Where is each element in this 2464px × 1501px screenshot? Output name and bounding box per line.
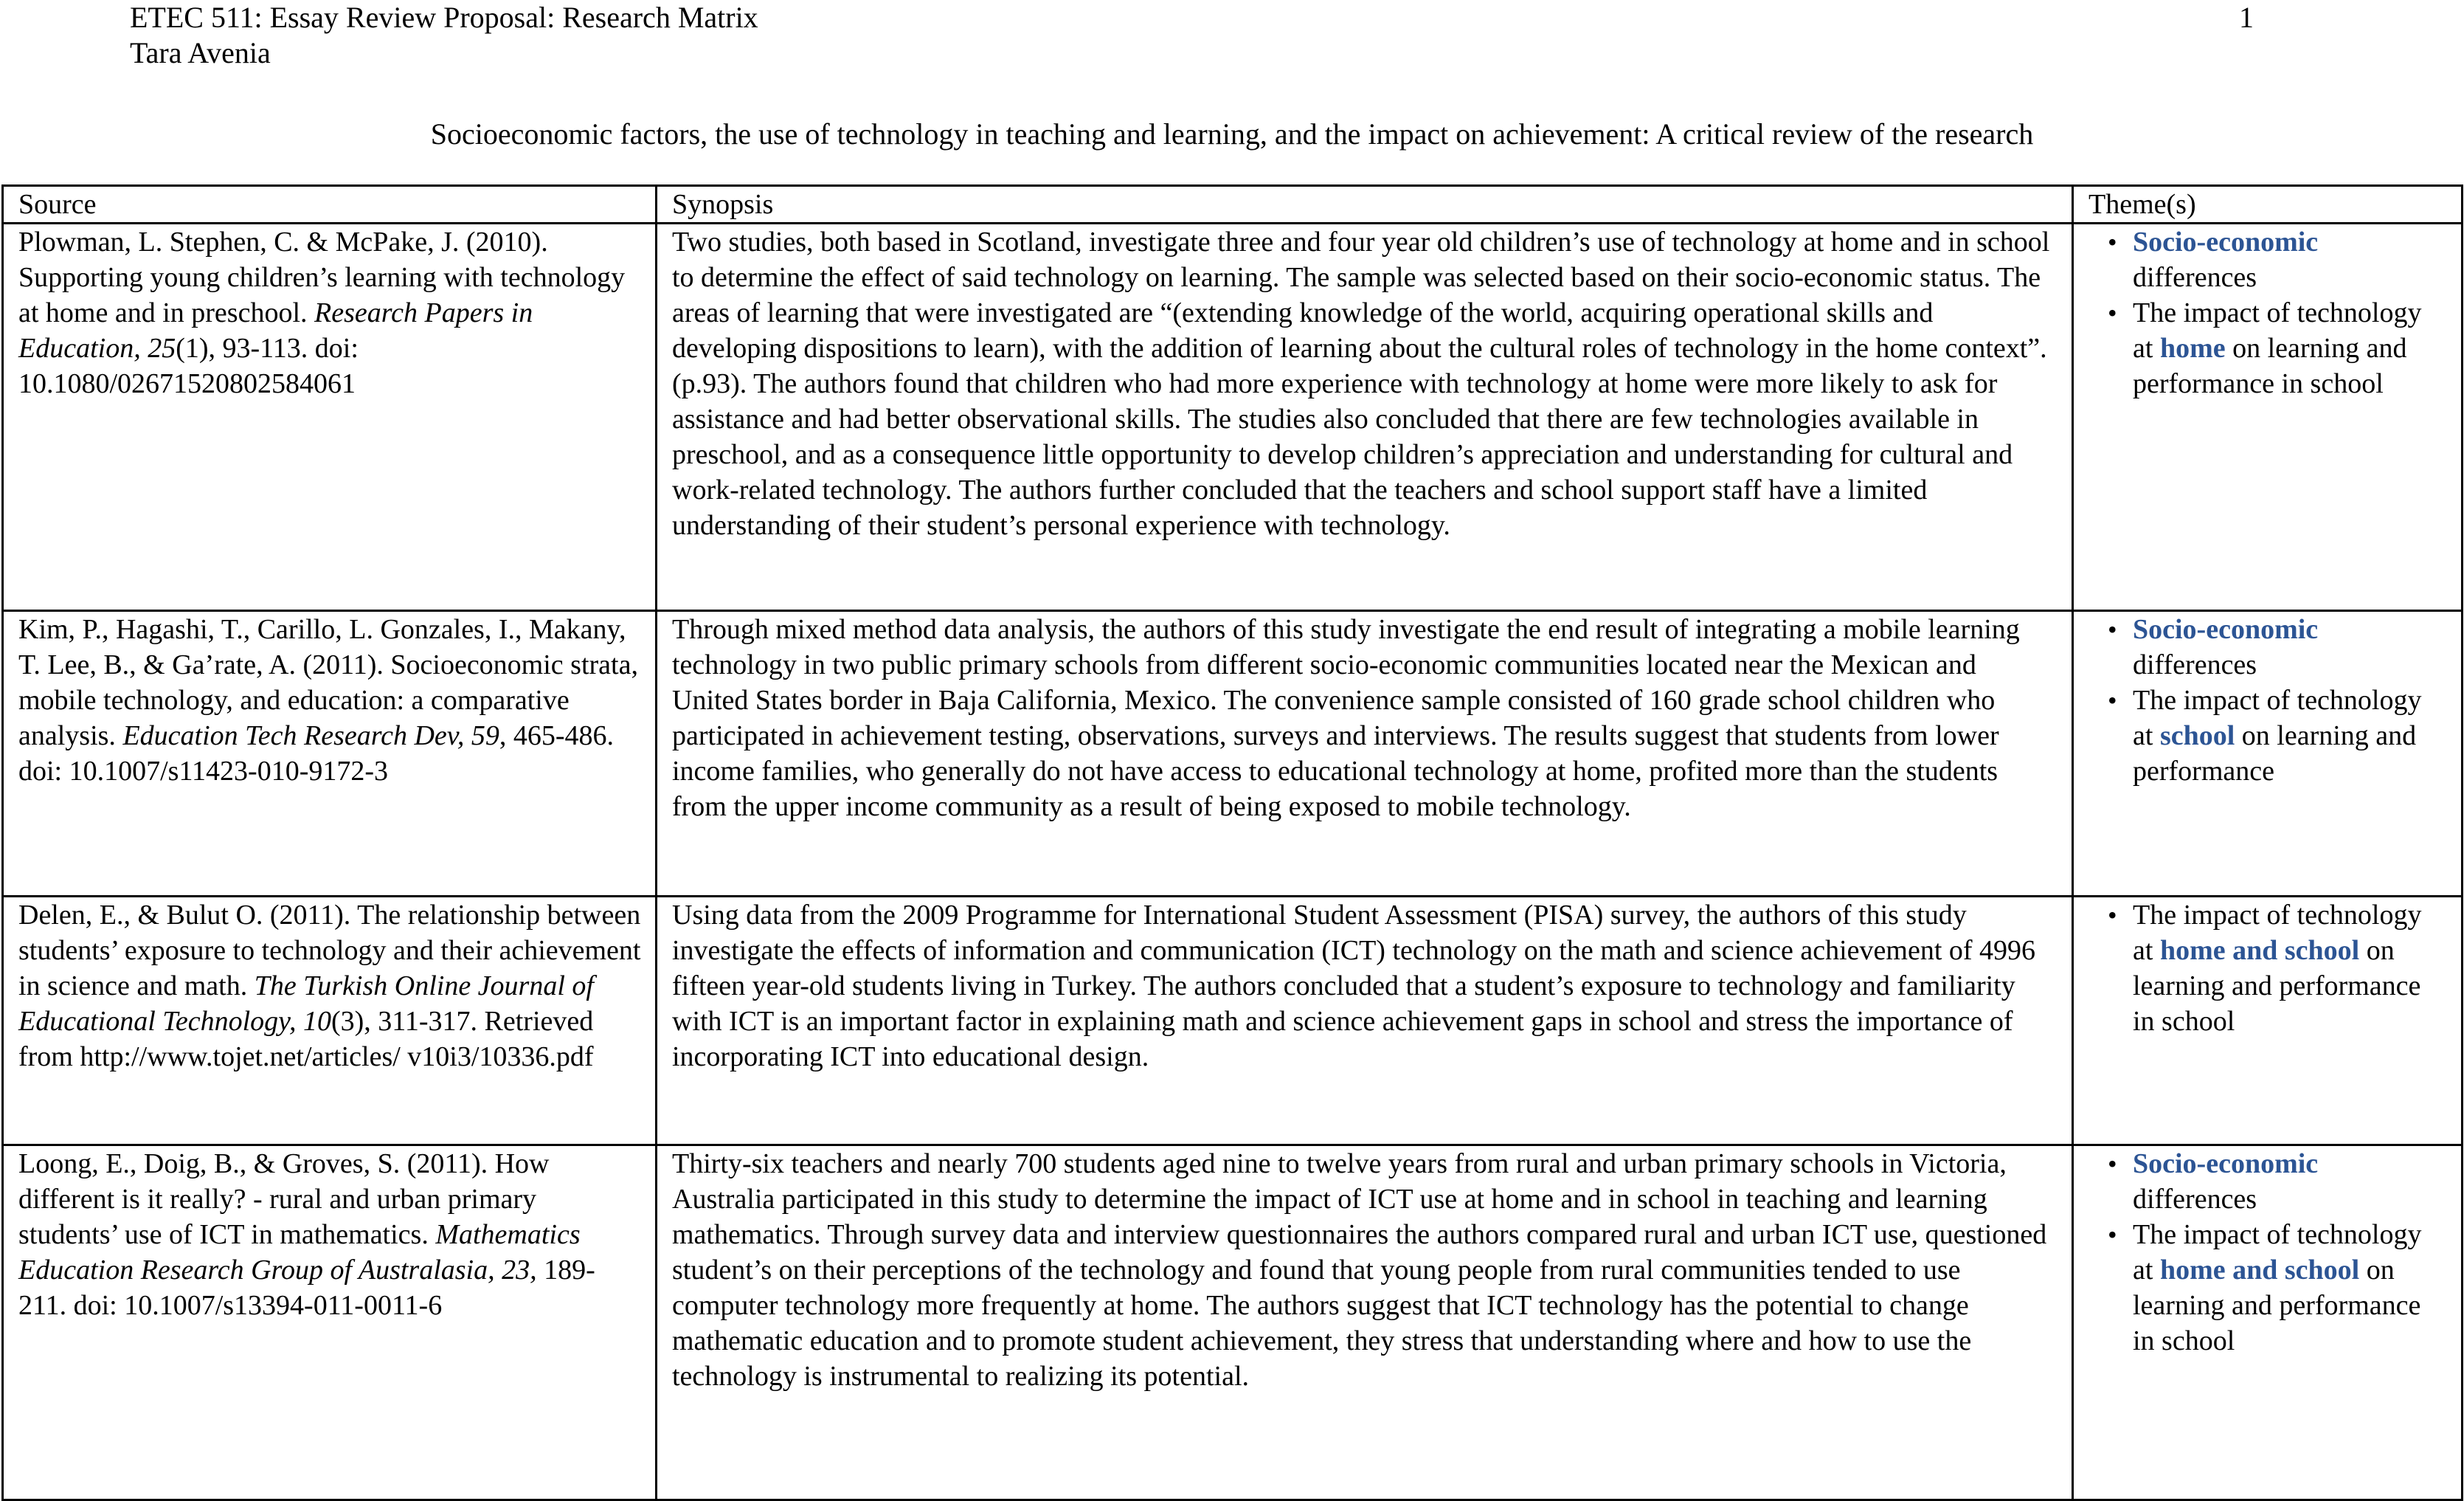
citation-details: (1), 93-113. doi: 10.1080/02671520802584061 — [18, 333, 359, 399]
citation-journal: Research Papers in Education, 25 — [18, 297, 533, 364]
citation-text: Plowman, L. Stephen, C. & McPake, J. (2010). Supporting young children’s learning with technology at home and in preschool. — [18, 227, 626, 328]
theme-item: • Socio-economic differences — [2114, 1146, 2448, 1217]
themes-list — [2088, 1146, 2448, 1359]
page-number: 1 — [2239, 1, 2254, 34]
citation-text: Loong, E., Doig, B., & Groves, S. (2011). How different is it really? - rural and urban primary students’ use of ICT in mathematics. — [18, 1148, 550, 1250]
table-header-row — [3, 186, 2463, 224]
table-row — [3, 1145, 2463, 1500]
table-row — [3, 224, 2463, 611]
themes-cell — [2073, 1145, 2463, 1500]
theme-highlight: home and school — [2159, 935, 2360, 966]
citation-journal: Education Tech Research Dev, 59 — [122, 720, 499, 751]
citation-text: Kim, P., Hagashi, T., Carillo, L. Gonzales, I., Makany, T. Lee, B., & Ga’rate, A. (2011). Socioeconomic strata, mobile technology, and education: a comparative analysis. — [18, 614, 638, 751]
source-cell — [3, 1145, 657, 1500]
document-title: Socioeconomic factors, the use of technology in teaching and learning, and the impact on achievement: A critical review of the research — [430, 117, 2034, 151]
header-themes: Theme(s) — [2073, 186, 2463, 224]
citation-journal: The Turkish Online Journal of Educational Technology, 10 — [18, 970, 594, 1037]
page-header — [130, 0, 758, 71]
source-cell — [3, 224, 657, 611]
synopsis-cell: Using data from the 2009 Programme for International Student Assessment (PISA) survey, the authors of this study investigate the effects of information and communication (ICT) technology on the math and science achievement of 4996 fifteen year-old students living in Turkey. The authors concluded that a student’s exposure to technology and familiarity with ICT is an important factor in explaining math and science achievement gaps in school and stress the importance of incorporating ICT into educational design. — [657, 897, 2073, 1145]
themes-list — [2088, 612, 2448, 789]
theme-highlight: Socio-economic — [2133, 1148, 2319, 1179]
theme-highlight: home and school — [2159, 1255, 2360, 1286]
source-cell — [3, 611, 657, 897]
synopsis-cell: Thirty-six teachers and nearly 700 students aged nine to twelve years from rural and urban primary schools in Victoria, Australia participated in this study to determine the impact of ICT use at home and in school in teaching and learning mathematics. Through survey data and interview questionnaires the authors compared rural and urban ICT use, questioned student’s on their perceptions of the technology and found that young people from rural communities tended to use computer technology more frequently at home. The authors suggest that ICT technology has the potential to change mathematic education and to promote student achievement, they stress that understanding where and how to use the technology is instrumental to realizing its potential. — [657, 1145, 2073, 1500]
citation-text: Delen, E., & Bulut O. (2011). The relationship between students’ exposure to technology and their achievement in science and math. — [18, 900, 641, 1001]
citation-journal: Mathematics Education Research Group of Australasia, 23, — [18, 1219, 581, 1286]
theme-item: • The impact of technology at home and school on learning and performance in school — [2114, 1217, 2448, 1359]
synopsis-cell: Two studies, both based in Scotland, investigate three and four year old children’s use of technology at home and in school to determine the effect of said technology on learning. The sample was selected based on their socio-economic status. The areas of learning that were investigated are “(extending knowledge of the world, acquiring operational skills and developing dispositions to learn), with the addition of learning about the cultural roles of technology in the home context”. (p.93). The authors found that children who had more experience with technology at home were more likely to ask for assistance and had better observational skills. The studies also concluded that there are few technologies available in preschool, and as a consequence little opportunity to develop children’s appreciation and understanding for cultural and work-related technology. The authors further concluded that the teachers and school support staff have a limited understanding of their student’s personal experience with technology. — [657, 224, 2073, 611]
research-matrix-table — [1, 184, 2463, 1501]
theme-item: • Socio-economic differences — [2114, 612, 2448, 683]
header-synopsis: Synopsis — [657, 186, 2073, 224]
theme-item: • The impact of technology at home and school on learning and performance in school — [2114, 897, 2448, 1039]
synopsis-cell: Through mixed method data analysis, the authors of this study investigate the end result of integrating a mobile learning technology in two public primary schools from different socio-economic communities located near the Mexican and United States border in Baja California, Mexico. The convenience sample consisted of 160 grade school children who participated in achievement testing, observations, surveys and interviews. The results suggest that students from lower income families, who generally do not have access to educational technology at home, profited more than the students from the upper income community as a result of being exposed to mobile technology. — [657, 611, 2073, 897]
themes-cell — [2073, 897, 2463, 1145]
theme-highlight: home — [2159, 333, 2226, 364]
source-cell — [3, 897, 657, 1145]
citation-details: , 465-486. doi: 10.1007/s11423-010-9172-3 — [18, 720, 614, 787]
theme-highlight: school — [2159, 720, 2235, 751]
theme-item: • The impact of technology at home on learning and performance in school — [2114, 295, 2448, 401]
themes-cell — [2073, 224, 2463, 611]
themes-list — [2088, 224, 2448, 401]
course-line: ETEC 511: Essay Review Proposal: Research Matrix — [130, 1, 758, 34]
themes-list — [2088, 897, 2448, 1039]
author-name: Tara Avenia — [130, 36, 271, 69]
header-source: Source — [3, 186, 657, 224]
theme-highlight: Socio-economic — [2133, 227, 2319, 258]
themes-cell — [2073, 611, 2463, 897]
theme-highlight: Socio-economic — [2133, 614, 2319, 645]
theme-item: • Socio-economic differences — [2114, 224, 2448, 295]
citation-details: (3), 311-317. Retrieved from http://www.tojet.net/articles/ v10i3/10336.pdf — [18, 1006, 594, 1072]
citation-details: 189-211. doi: 10.1007/s13394-011-0011-6 — [18, 1255, 595, 1321]
table-row — [3, 611, 2463, 897]
theme-item: • The impact of technology at school on learning and performance — [2114, 683, 2448, 789]
table-row — [3, 897, 2463, 1145]
